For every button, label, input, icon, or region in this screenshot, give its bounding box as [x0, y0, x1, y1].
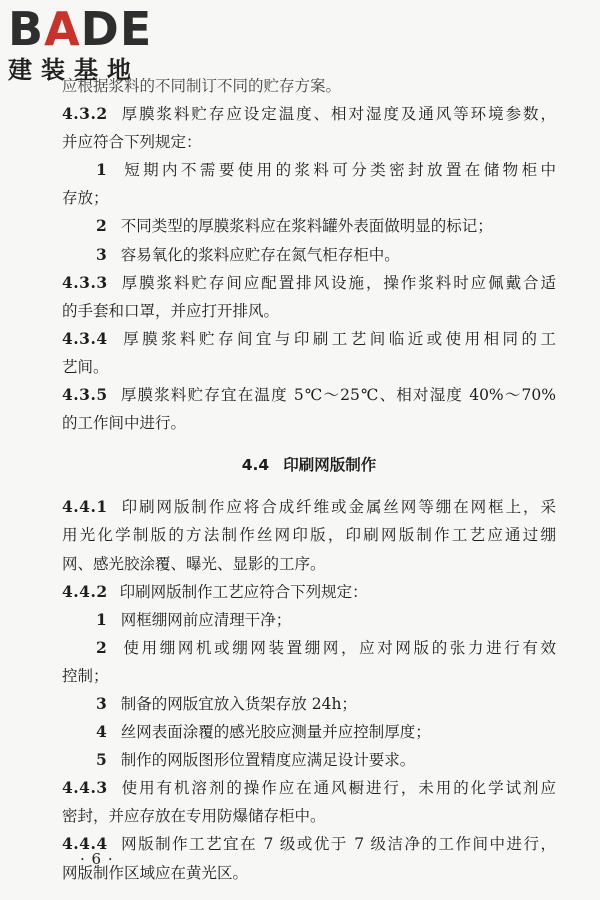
list-item — [62, 606, 556, 634]
clause-text-line: 并应符合下列规定： — [62, 133, 202, 152]
clause-4-4-2 — [62, 578, 556, 606]
clause-text-line: 用光化学制版的方法制作丝网印版，印刷网版制作工艺应通过绷 — [62, 526, 556, 545]
clause-4-4-3 — [62, 774, 556, 802]
clause-number: 4.4.1 — [62, 497, 108, 517]
clause-text-line: 网版制作区域应在黄光区。 — [62, 863, 249, 882]
clause-4-3-5 — [62, 381, 556, 409]
clause-number: 4.4.4 — [62, 834, 108, 854]
logo-subtitle: 建装基地 — [8, 56, 140, 84]
list-item — [62, 634, 556, 662]
item-text: 丝网表面涂覆的感光胶应测量并应控制厚度； — [120, 723, 431, 742]
clause-number: 4.4.3 — [62, 778, 108, 798]
clause-4-3-2 — [62, 100, 556, 128]
item-text-line: 存放； — [62, 189, 109, 208]
item-text: 不同类型的厚膜浆料应在浆料罐外表面做明显的标记； — [120, 217, 493, 236]
clause-4-4-1 — [62, 493, 556, 521]
section-number: 4.4 — [241, 456, 270, 475]
clause-number: 4.3.5 — [62, 385, 108, 405]
item-text-line: 控制； — [62, 666, 109, 685]
clause-text: 使用有机溶剂的操作应在通风橱进行，未用的化学试剂应 — [119, 779, 556, 798]
item-number: 4 — [96, 722, 107, 742]
clause-text-line: 艺间。 — [62, 357, 109, 376]
item-number: 3 — [96, 244, 107, 264]
item-text: 网框绷网前应清理干净； — [120, 610, 292, 629]
list-item — [62, 746, 556, 774]
clause-number: 4.3.2 — [62, 104, 108, 124]
paragraph-continuation: 应根据浆料的不同制订不同的贮存方案。 — [62, 77, 342, 95]
clause-text: 厚膜浆料贮存应设定温度、相对湿度及通风等环境参数， — [119, 105, 556, 124]
item-text: 使用绷网机或绷网装置绷网，应对网版的张力进行有效 — [120, 638, 556, 657]
clause-4-3-4 — [62, 325, 556, 353]
list-item — [62, 241, 556, 269]
item-number: 3 — [96, 693, 107, 713]
clause-text-line: 的工作间中进行。 — [62, 414, 187, 433]
logo-brand-accent: A — [44, 2, 81, 56]
clause-text: 印刷网版制作工艺应符合下列规定： — [119, 582, 368, 601]
clause-4-3-3 — [62, 269, 556, 297]
clause-text: 网版制作工艺宜在 7 级或优于 7 级洁净的工作间中进行， — [119, 835, 556, 854]
list-item — [62, 690, 556, 718]
clause-text-line: 密封，并应存放在专用防爆储存柜中。 — [62, 807, 326, 826]
list-item — [62, 718, 556, 746]
item-number: 1 — [96, 160, 107, 180]
item-text: 容易氧化的浆料应贮存在氮气柜存柜中。 — [120, 245, 400, 264]
section-heading-4-4 — [62, 451, 556, 479]
item-number: 2 — [96, 637, 107, 657]
clause-4-4-4 — [62, 830, 556, 858]
clause-number: 4.3.3 — [62, 272, 108, 292]
list-item — [62, 156, 556, 184]
clause-text: 厚膜浆料贮存宜在温度 5℃～25℃、相对湿度 40%～70% — [119, 386, 556, 405]
clause-text: 厚膜浆料贮存间应配置排风设施，操作浆料时应佩戴合适 — [119, 273, 556, 292]
item-text: 短期内不需要使用的浆料可分类密封放置在储物柜中 — [120, 161, 556, 180]
clause-text-line: 的手套和口罩，并应打开排风。 — [62, 301, 280, 320]
logo-brand — [8, 4, 183, 54]
clause-number: 4.3.4 — [62, 328, 108, 348]
list-item — [62, 212, 556, 240]
document-page — [62, 72, 556, 887]
item-number: 1 — [96, 609, 107, 629]
item-text: 制作的网版图形位置精度应满足设计要求。 — [120, 751, 416, 770]
section-title: 印刷网版制作 — [283, 456, 377, 475]
logo-brand-suffix: DE — [80, 2, 153, 56]
clause-text: 印刷网版制作应将合成纤维或金属丝网等绷在网框上，采 — [119, 498, 556, 517]
logo-brand-prefix: B — [8, 2, 45, 56]
clause-text: 厚膜浆料贮存间宜与印刷工艺间临近或使用相同的工 — [119, 329, 556, 348]
page-number: · 6 · — [80, 850, 114, 868]
item-number: 5 — [96, 750, 107, 770]
watermark-logo — [8, 4, 183, 84]
item-text: 制备的网版宜放入货架存放 24h； — [120, 694, 357, 713]
item-number: 2 — [96, 216, 107, 236]
clause-text-line: 网、感光胶涂覆、曝光、显影的工序。 — [62, 554, 326, 573]
clause-number: 4.4.2 — [62, 581, 108, 601]
